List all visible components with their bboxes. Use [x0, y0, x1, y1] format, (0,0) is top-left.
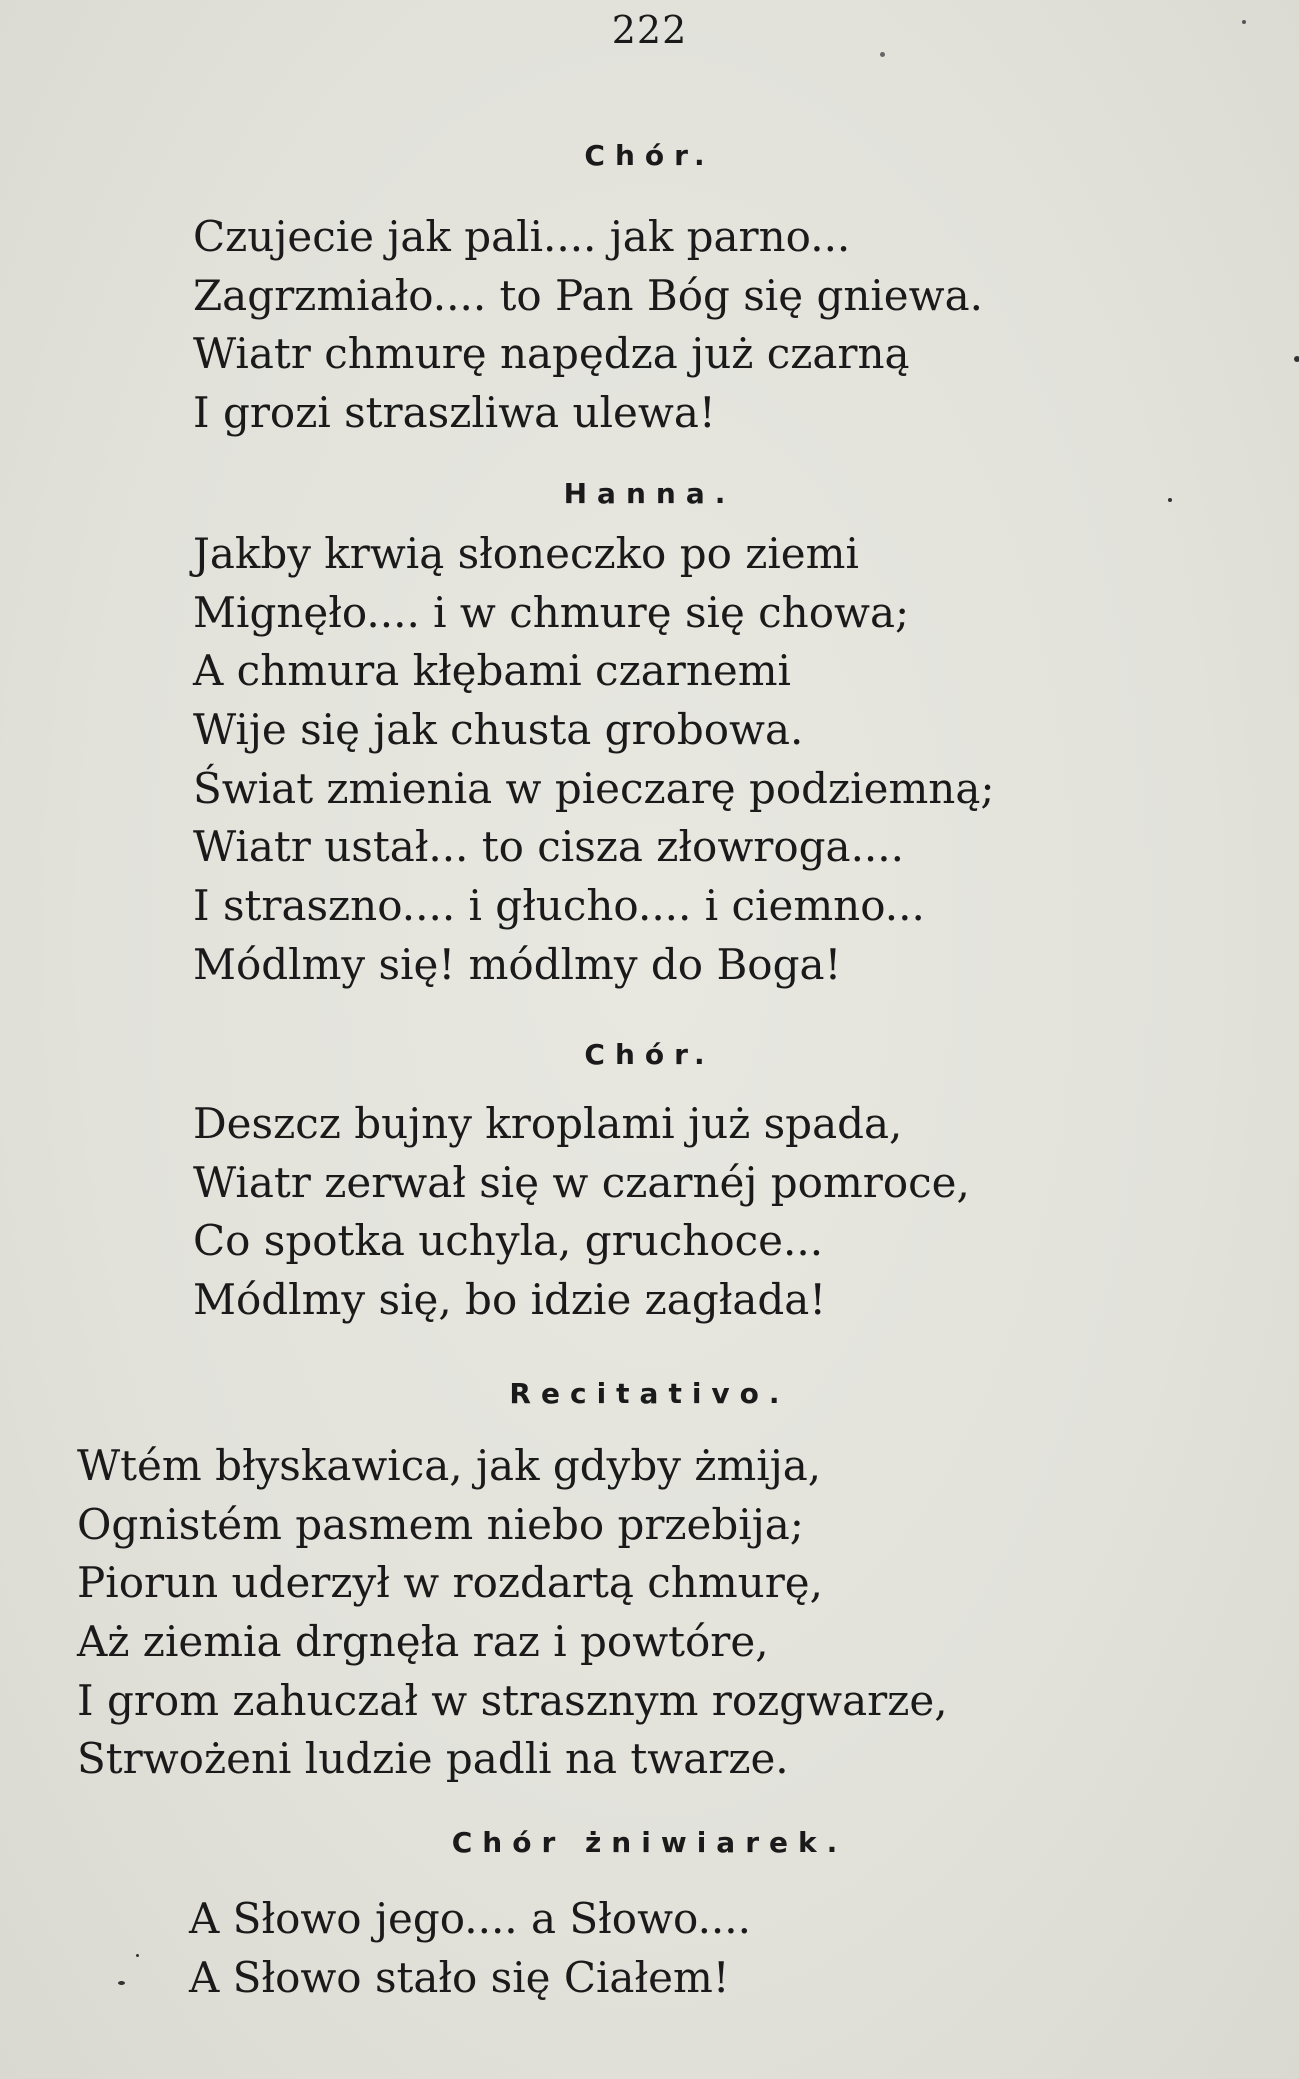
verse-stanza	[193, 208, 983, 443]
verse-line: A Słowo stało się Ciałem!	[189, 1952, 730, 2002]
paper-speck	[118, 1981, 125, 1985]
verse-line: Wiatr zerwał się w czarnéj pomroce,	[193, 1157, 970, 1207]
verse-stanza	[77, 1437, 948, 1789]
verse-line: Wtém błyskawica, jak gdyby żmija,	[77, 1441, 822, 1490]
paper-speck	[1242, 20, 1246, 24]
verse-line: Deszcz bujny kroplami już spada,	[193, 1099, 903, 1148]
verse-line: Módlmy się, bo idzie zagłada!	[193, 1275, 827, 1325]
verse-stanza	[189, 1890, 751, 2007]
verse-line: Mignęło.... i w chmurę się chowa;	[193, 587, 910, 637]
verse-line: Strwożeni ludzie padli na twarze.	[77, 1734, 789, 1784]
verse-line: Wiatr ustał... to cisza złowroga....	[193, 822, 904, 872]
speaker-heading: Recitativo.	[509, 1377, 790, 1410]
verse-line: Wije się jak chusta grobowa.	[193, 705, 804, 755]
verse-stanza	[193, 1095, 970, 1330]
verse-line: Co spotka uchyla, gruchoce...	[193, 1216, 824, 1266]
paper-speck	[136, 1954, 139, 1957]
verse-line: Ognistém pasmem niebo przebija;	[77, 1499, 804, 1549]
speaker-heading: Hanna.	[563, 477, 736, 510]
page-number: 222	[611, 8, 688, 52]
speaker-heading: Chór żniwiarek.	[451, 1826, 848, 1859]
verse-line: A chmura kłębami czarnemi	[193, 646, 791, 696]
verse-line: Świat zmienia w pieczarę podziemną;	[193, 763, 995, 813]
verse-line: I grozi straszliwa ulewa!	[193, 388, 716, 438]
paper-speck	[880, 52, 885, 57]
verse-line: Zagrzmiało.... to Pan Bóg się gniewa.	[193, 270, 984, 320]
speaker-heading: Chór.	[584, 139, 715, 172]
verse-line: Piorun uderzył w rozdartą chmurę,	[77, 1558, 823, 1608]
verse-line: I grom zahuczał w strasznym rozgwarze,	[77, 1675, 948, 1725]
verse-line: Jakby krwią słoneczko po ziemi	[193, 529, 859, 578]
verse-line: A Słowo jego.... a Słowo....	[189, 1894, 751, 1943]
verse-line: I straszno.... i głucho.... i ciemno...	[193, 881, 925, 931]
paper-speck	[1294, 356, 1299, 362]
verse-stanza	[193, 525, 995, 995]
speaker-heading: Chór.	[584, 1038, 715, 1071]
verse-line: Módlmy się! módlmy do Boga!	[193, 939, 842, 989]
verse-line: Czujecie jak pali.... jak parno...	[193, 212, 851, 261]
verse-line: Aż ziemia drgnęła raz i powtóre,	[77, 1617, 769, 1667]
verse-line: Wiatr chmurę napędza już czarną	[193, 329, 910, 379]
paper-speck	[1168, 498, 1172, 502]
